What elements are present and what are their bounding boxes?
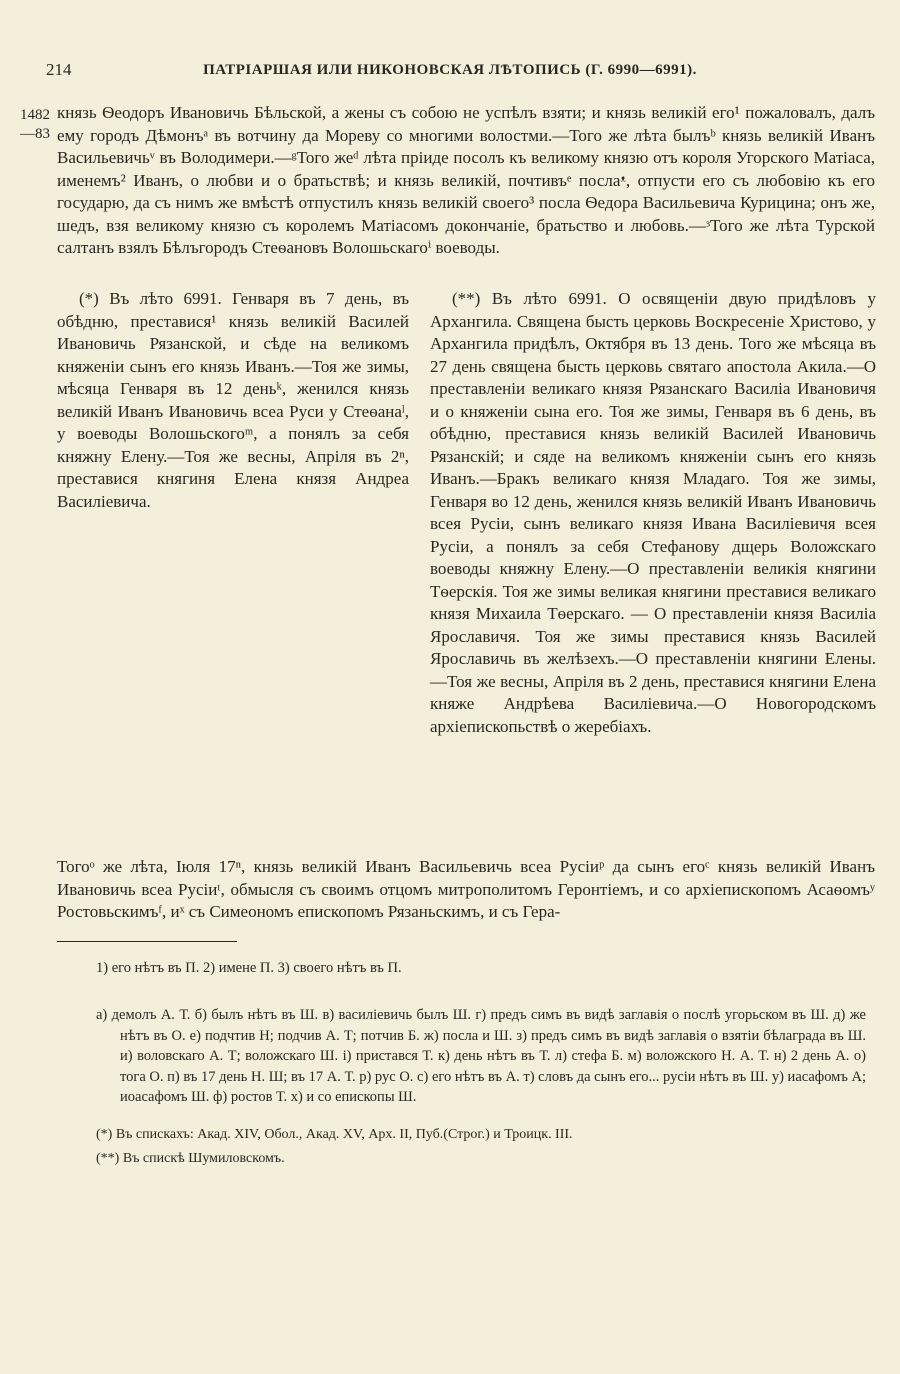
main-paragraph: князь Ѳеодоръ Ивановичь Бѣльской, а жены съ собою не успѣлъ взяти; и князь великій его¹ пожаловалъ, далъ ему городъ Дѣмонъᵃ въ вотчину да Мореву со многими волостми.—Того же лѣта былъᵇ князь великій Иванъ Васильевичьᵛ въ Володимери.—ᵍТого жеᵈ лѣта пріиде посолъ къ великому князю отъ короля Угорского Матіаса, именемъ² Иванъ, о любви и о братьствѣ; и князь великій, почтивъᵉ послаᵜ, отпусти его съ любовію къ его государю, да съ нимъ же вмѣстѣ отпустилъ князь великій своего³ посла Ѳедора Васильевича Курицина; онъ же, шедъ, взя великому князю съ королемъ Матіасомъ докончаніе, братьство и любовь.—ᶟТого же лѣта Турской салтанъ взялъ Бѣлъгородъ Стеѳановъ Волошьскагоⁱ воеводы. (57, 103, 875, 257)
continuation-paragraph: Тогоᵒ же лѣта, Іюля 17ⁿ, князь великій Иванъ Васильевичь всеа Русіиᵖ да сынъ егоᶜ князь великій Иванъ Ивановичь всеа Русіиᵗ, обмысля съ своимъ отцомъ митрополитомъ Геронтіемъ, и со архіепископомъ Асаѳомъʸ Ростовьскимъᶠ, иˣ съ Симеономъ епископомъ Рязаньскимъ, и съ Гера- (57, 857, 875, 921)
main-text (57, 102, 875, 260)
running-header (0, 60, 900, 84)
continuation-text (57, 856, 875, 924)
right-column (430, 288, 876, 738)
left-column-text: (*) Въ лѣто 6991. Генваря въ 7 день, въ обѣдню, преставися¹ князь великій Василей Ивановичь Рязанской, и сѣде на великомъ княженіи сынъ его князь Иванъ.—Тоя же зимы, мѣсяца Генваря въ 12 деньᵏ, женился князь великій Иванъ Ивановичь всеа Руси у Стеѳанаˡ, у воеводы Волошьскогоᵐ, а понялъ за себя княжну Елену.—Тоя же весны, Апріля въ 2ⁿ, преставися княгиня Елена князя Андреа Василіевича. (57, 289, 409, 511)
right-column-text: (**) Въ лѣто 6991. О освященіи двую придѣловъ у Архангила. Священа бысть церковь Воскресеніе Христово, у Архангила придѣлъ, Октября въ 13 день. Того же мѣсяца въ 27 день священа бысть церковь святаго апостола Акила.—О преставленіи великаго князя Рязанскаго Василіа Ивановичя и о княженіи сына его. Тоя же зимы, Генваря въ 6 день, въ обѣдню, преставися князь великій Василей Ивановичь Рязанскій; и сяде на великомъ княженіи сынъ его князь Иванъ.—Бракъ великаго князя Младаго. Тоя же зимы, Генваря во 12 день, женился князь великій Иванъ Ивановичь всея Русіи, сынъ великаго князя Ивана Василіевичя всея Русіи, а понялъ за себя Стефанову дщерь Воложскаго воеводы княжну Елену.—О преставленіи великія княгини Тѳерскія. Тоя же зимы великая княгини преставися великаго князя Михаила Тѳерскаго. — О преставленіи князя Василіа Ярославичя. Тоя же зимы преставися князь Василей Ярославичь въ желѣзехъ.—О преставленіи княгини Елены.—Тоя же весны, Апріля въ 2 день, преставися княгини Елена княже Андрѣева Василіевича.—О Новогородскомъ архіепископьствѣ о жеребіахъ. (430, 289, 876, 736)
source-note-1: (*) Въ спискахъ: Акад. XIV, Обол., Акад. XV, Арх. II, Пуб.(Строг.) и Троицк. III. (96, 1127, 573, 1142)
footnotes-variants: а) демолъ А. Т. б) былъ нѣтъ въ Ш. в) василіевичь былъ Ш. г) предъ симъ въ видѣ заглавія о послѣ угорьском въ Ш. д) же нѣтъ въ О. е) подчтив Н; подчив А. Т; потчив Б. ж) посла и Ш. з) предъ симъ въ видѣ заглавія о взятіи бѣлаграда въ Ш. и) воловскаго А. Т; воложскаго Ш. і) пристався Т. к) день нѣтъ въ Т. л) стефа Б. м) воложского Н. А. Т. н) 2 день А. о) тога О. п) въ 17 день Н. Ш; въ 17 А. Т. р) рус О. с) его нѣтъ въ А. т) словъ да сынъ его... русіи нѣтъ въ Ш. у) иасафомъ А; иоасафомъ Ш. ф) ростов Т. х) и со епископы Ш. (96, 1007, 866, 1105)
source-note-2: (**) Въ спискѣ Шумиловскомъ. (96, 1150, 285, 1166)
margin-years: 1482 —83 (20, 107, 50, 142)
footnotes-numbered: 1) его нѣтъ въ П. 2) имене П. 3) своего нѣтъ въ П. (96, 960, 402, 976)
footnote-divider (57, 941, 237, 942)
page-title: ПАТРІАРШАЯ ИЛИ НИКОНОВСКАЯ ЛѢТОПИСЬ (Г. 6990—6991). (203, 62, 697, 78)
page-number: 214 (46, 60, 72, 79)
footnotes-sources (96, 1125, 866, 1172)
left-column (57, 288, 409, 513)
